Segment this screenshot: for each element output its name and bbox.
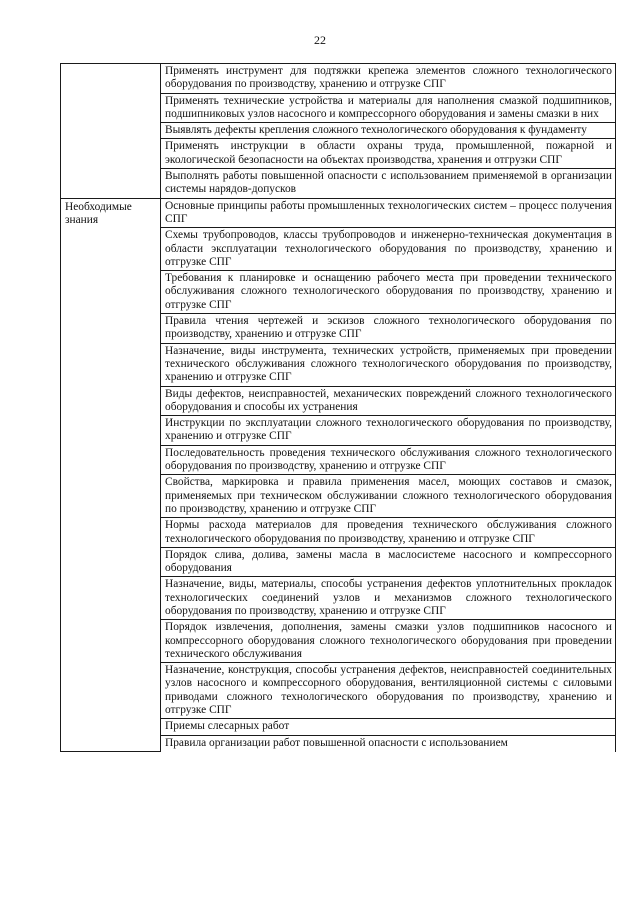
- cell-text: Выявлять дефекты крепления сложного технологического оборудования к фундаменту: [165, 124, 587, 137]
- table-cell: [161, 93, 616, 123]
- cell-text: Выполнять работы повышенной опасности с использованием применяемой в организации системы нарядов-допусков: [165, 170, 612, 196]
- table-cell: [161, 620, 616, 663]
- table-cell: [161, 386, 616, 416]
- table-cell: [161, 169, 616, 199]
- cell-text: Применять инструмент для подтяжки крепежа элементов сложного технологического оборудования по производству, хранению и отгрузке СПГ: [165, 65, 612, 91]
- cell-text: Требования к планировке и оснащению рабочего места при проведении технического обслуживания сложного технологического оборудования по производству, хранению и отгрузке СПГ: [165, 272, 612, 311]
- requirements-table: [60, 63, 616, 752]
- cell-text: Приемы слесарных работ: [165, 720, 290, 733]
- cell-text: Правила чтения чертежей и эскизов сложного технологического оборудования по производству, хранению и отгрузке СПГ: [165, 315, 612, 341]
- cell-text: Назначение, конструкция, способы устранения дефектов, неисправностей соединительных узлов насосного и компрессорного оборудования, вентиляционной системы с силовыми приводами сложного технологического оборудования по производству, хранению и отгрузке СПГ: [165, 664, 612, 717]
- cell-text: Порядок извлечения, дополнения, замены смазки узлов подшипников насосного и компрессорного оборудования сложного технологического оборудования при проведении технического обслуживания: [165, 621, 612, 660]
- cell-text: Применять технические устройства и материалы для наполнения смазкой подшипников, подшипниковых узлов насосного и компрессорного оборудования и замены смазки в них: [165, 94, 612, 120]
- table-cell: [161, 228, 616, 271]
- table-cell: [161, 198, 616, 228]
- table-cell: [161, 314, 616, 344]
- cell-text: Виды дефектов, неисправностей, механических повреждений сложного технологического оборудования и способы их устранения: [165, 387, 612, 413]
- table-cell: [161, 663, 616, 719]
- cell-text: Назначение, виды инструмента, технических устройств, применяемых при проведении технического обслуживания сложного технологического оборудования по производству, хранению и отгрузке СПГ: [165, 344, 612, 384]
- table-cell: [161, 123, 616, 139]
- section-label: [61, 64, 161, 199]
- table-row: [61, 198, 616, 228]
- table-cell: [161, 64, 616, 94]
- cell-text: Правила организации работ повышенной опасности с использованием: [165, 736, 508, 749]
- table-cell: [161, 445, 616, 475]
- table-cell: [161, 271, 616, 314]
- cell-text: Последовательность проведения технического обслуживания сложного технологического оборудования по производству, хранению и отгрузке СПГ: [165, 446, 612, 473]
- table-cell: [161, 719, 616, 735]
- cell-text: Свойства, маркировка и правила применения масел, моющих составов и смазок, применяемых при техническом обслуживании сложного технологического оборудования по производству, хранению и отгрузке СПГ: [165, 476, 612, 515]
- table-cell: [161, 577, 616, 620]
- section-label: Необходимые знания: [61, 198, 161, 751]
- table-cell: [161, 416, 616, 446]
- cell-text: Основные принципы работы промышленных технологических систем – процесс получения СПГ: [165, 199, 612, 225]
- table-cell: [161, 547, 616, 577]
- table-row: [61, 64, 616, 94]
- table-cell: [161, 139, 616, 169]
- cell-text: Нормы расхода материалов для проведения технического обслуживания сложного технологического оборудования по производству, хранению и отгрузке СПГ: [165, 519, 612, 545]
- table-cell: [161, 475, 616, 518]
- table-cell: [161, 735, 616, 752]
- cell-text: Применять инструкции в области охраны труда, промышленной, пожарной и экологической безопасности на объектах производства, хранения и отгрузки СПГ: [165, 140, 612, 166]
- cell-text: Схемы трубопроводов, классы трубопроводов и инженерно-техническая документация в области эксплуатации технологического оборудования по производству, хранению и отгрузке СПГ: [165, 229, 612, 268]
- cell-text: Назначение, виды, материалы, способы устранения дефектов уплотнительных прокладок технологических соединений узлов и механизмов сложного технологического оборудования по производству, хранению и отгрузке СПГ: [165, 578, 612, 617]
- table-cell: [161, 518, 616, 548]
- page-number: 22: [314, 33, 326, 47]
- cell-text: Порядок слива, долива, замены масла в маслосистеме насосного и компрессорного оборудования: [165, 548, 612, 575]
- cell-text: Инструкции по эксплуатации сложного технологического оборудования по производству, хранению и отгрузке СПГ: [165, 417, 612, 443]
- table-cell: [161, 343, 616, 386]
